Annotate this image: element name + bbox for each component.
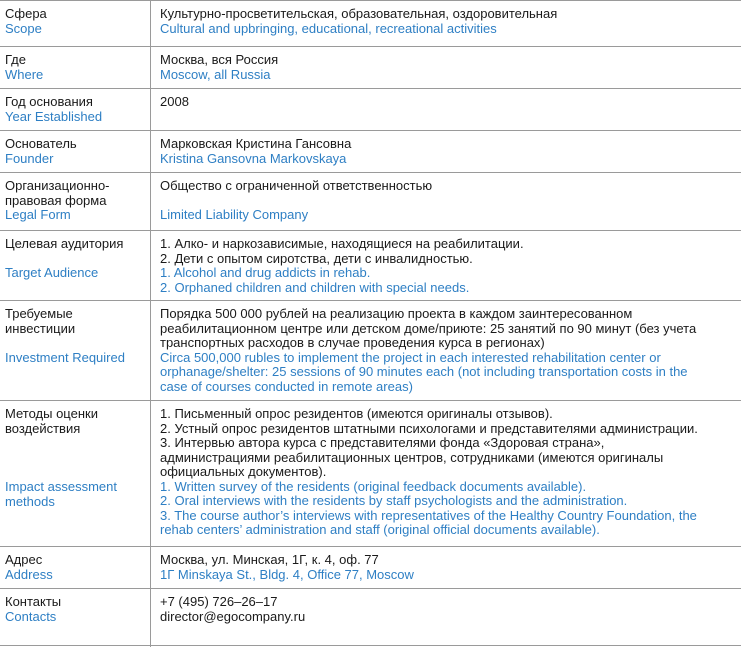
label-ru: Сфера bbox=[5, 6, 47, 21]
value-en: 1. Written survey of the residents (original feedback documents available). 2. Oral interviews with the residents by staff psychologists and the administration. 3. The course author’s interviews with representatives of the Healthy Country Foundation, the rehab centers’ administration and staff (original official documents available). bbox=[160, 478, 697, 537]
row-scope bbox=[0, 0, 741, 46]
row-year-established bbox=[0, 88, 741, 130]
label-ru: Основатель bbox=[5, 136, 77, 151]
value-en: 1Г Minskaya St., Bldg. 4, Office 77, Moscow bbox=[160, 566, 414, 582]
label-en: Legal Form bbox=[5, 207, 71, 222]
value-en: 1. Alcohol and drug addicts in rehab. 2. Orphaned children and children with special needs. bbox=[160, 265, 470, 295]
label-ru: Где bbox=[5, 52, 26, 67]
label-en: Contacts bbox=[5, 608, 57, 624]
value-cell bbox=[160, 179, 740, 223]
label-cell bbox=[5, 179, 145, 223]
value-en: Moscow, all Russia bbox=[160, 66, 271, 82]
label-en: Investment Required bbox=[5, 350, 125, 365]
label-en: Scope bbox=[5, 20, 42, 36]
value-en: Kristina Gansovna Markovskaya bbox=[160, 150, 347, 166]
label-ru: Год основания bbox=[5, 94, 93, 109]
label-cell bbox=[5, 53, 145, 82]
value-ru: +7 (495) 726–26–17 director@egocompany.ru bbox=[160, 594, 306, 624]
value-cell bbox=[160, 7, 740, 36]
value-cell bbox=[160, 407, 740, 538]
label-cell bbox=[5, 553, 145, 582]
label-en: Where bbox=[5, 66, 44, 82]
value-ru: Общество с ограниченной ответственностью bbox=[160, 178, 433, 193]
value-cell bbox=[160, 553, 740, 582]
row-target-audience bbox=[0, 230, 741, 300]
label-cell bbox=[5, 237, 145, 281]
value-cell bbox=[160, 595, 740, 624]
label-en: Impact assessment methods bbox=[5, 479, 117, 509]
label-ru: Адрес bbox=[5, 552, 43, 567]
value-ru: Москва, ул. Минская, 1Г, к. 4, оф. 77 bbox=[160, 552, 379, 567]
label-ru: Организационно- правовая форма bbox=[5, 178, 110, 208]
row-founder bbox=[0, 130, 741, 172]
label-ru: Требуемые инвестиции bbox=[5, 306, 76, 336]
label-cell bbox=[5, 307, 145, 366]
label-en: Year Established bbox=[5, 108, 103, 124]
row-legal-form bbox=[0, 172, 741, 230]
value-cell bbox=[160, 53, 740, 82]
label-ru: Контакты bbox=[5, 594, 62, 609]
value-cell bbox=[160, 237, 740, 295]
value-ru: Порядка 500 000 рублей на реализацию проекта в каждом заинтересованном реабилитационном центре или детском доме/приюте: 25 занятий по 90 минут (без учета транспортных расходов в случае проведения курса в регионах) bbox=[160, 306, 697, 350]
value-ru: 2008 bbox=[160, 94, 189, 109]
label-cell bbox=[5, 7, 145, 36]
value-en: Cultural and upbringing, educational, recreational activities bbox=[160, 20, 497, 36]
value-ru: Марковская Кристина Гансовна bbox=[160, 136, 352, 151]
value-cell bbox=[160, 95, 740, 110]
label-en: Founder bbox=[5, 150, 54, 166]
label-ru: Целевая аудитория bbox=[5, 236, 124, 251]
row-where bbox=[0, 46, 741, 88]
value-cell bbox=[160, 137, 740, 166]
label-en: Target Audience bbox=[5, 265, 99, 280]
value-ru: Москва, вся Россия bbox=[160, 52, 279, 67]
value-ru: 1. Письменный опрос резидентов (имеются оригиналы отзывов). 2. Устный опрос резидентов штатными психологами и представителями администрации. 3. Интервью автора курса с представителями фонда «Здоровая страна», администрациями реабилитационных центров, сотрудниками (имеются оригиналы официальных документов). bbox=[160, 406, 698, 479]
label-cell bbox=[5, 407, 145, 509]
label-en: Address bbox=[5, 566, 53, 582]
row-address bbox=[0, 546, 741, 588]
label-cell bbox=[5, 595, 145, 624]
row-investment-required bbox=[0, 300, 741, 400]
value-en: Limited Liability Company bbox=[160, 207, 309, 222]
value-en: Circa 500,000 rubles to implement the project in each interested rehabilitation center or orphanage/shelter: 25 sessions of 90 minutes each (not including transportation costs in the case of courses conducted in remote areas) bbox=[160, 349, 688, 394]
label-cell bbox=[5, 95, 145, 124]
row-contacts bbox=[0, 588, 741, 646]
row-impact-assessment bbox=[0, 400, 741, 546]
label-ru: Методы оценки воздействия bbox=[5, 406, 98, 436]
value-cell bbox=[160, 307, 740, 394]
value-ru: Культурно-просветительская, образовательная, оздоровительная bbox=[160, 6, 558, 21]
value-ru: 1. Алко- и наркозависимые, находящиеся на реабилитации. 2. Дети с опытом сиротства, дети с инвалидностью. bbox=[160, 236, 524, 266]
label-cell bbox=[5, 137, 145, 166]
